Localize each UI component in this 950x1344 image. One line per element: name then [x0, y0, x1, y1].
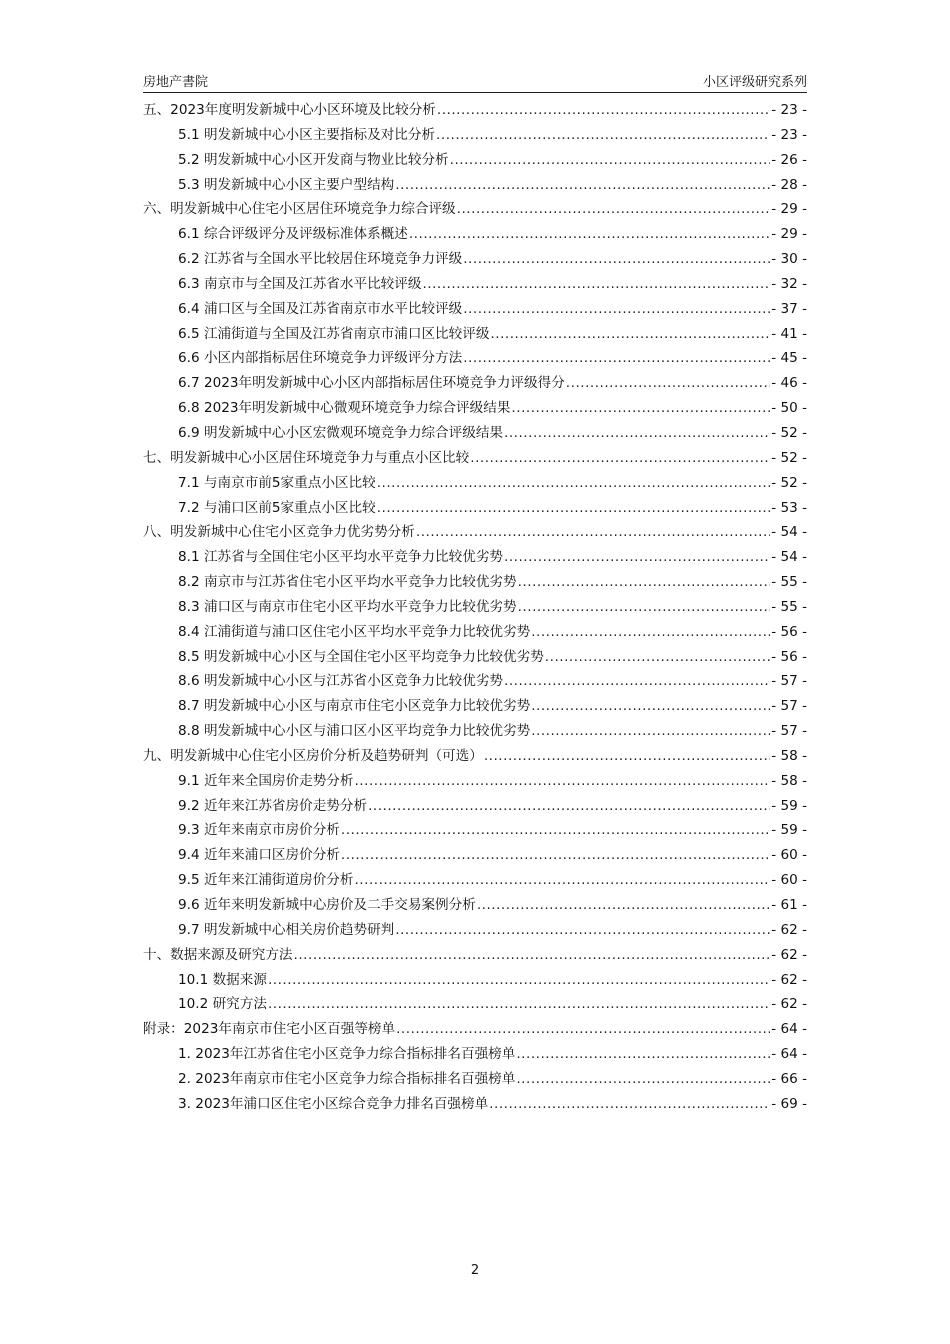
toc-dot-leader — [531, 698, 770, 714]
toc-entry[interactable] — [143, 148, 807, 173]
toc-entry[interactable] — [143, 545, 807, 570]
toc-entry[interactable] — [143, 520, 807, 545]
toc-entry[interactable] — [143, 794, 807, 819]
toc-entry-page: - 69 - — [771, 1095, 807, 1112]
toc-entry[interactable] — [143, 893, 807, 918]
toc-entry-title: 6.1 综合评级评分及评级标准体系概述 — [178, 226, 408, 243]
header-right-title: 小区评级研究系列 — [702, 75, 807, 90]
toc-entry-page: - 46 - — [771, 375, 807, 392]
toc-dot-leader — [368, 798, 770, 814]
toc-entry[interactable] — [143, 471, 807, 496]
toc-dot-leader — [268, 996, 770, 1012]
toc-entry-title: 6.4 浦口区与全国及江苏省南京市水平比较评级 — [178, 300, 463, 317]
toc-dot-leader — [504, 425, 770, 441]
toc-dot-leader — [531, 723, 770, 739]
toc-entry-title: 5.2 明发新城中心小区开发商与物业比较分析 — [178, 151, 449, 168]
toc-entry[interactable] — [143, 868, 807, 893]
toc-entry-page: - 57 - — [771, 723, 807, 740]
toc-entry-title: 十、数据来源及研究方法 — [143, 946, 293, 963]
toc-dot-leader — [490, 326, 770, 342]
toc-entry-page: - 58 - — [771, 747, 807, 764]
toc-entry-page: - 66 - — [771, 1070, 807, 1087]
toc-dot-leader — [545, 649, 770, 665]
toc-dot-leader — [516, 1071, 770, 1087]
toc-entry-title: 10.2 研究方法 — [178, 996, 267, 1013]
toc-entry[interactable] — [143, 769, 807, 794]
toc-entry[interactable] — [143, 1092, 807, 1117]
toc-entry[interactable] — [143, 297, 807, 322]
toc-entry-page: - 32 - — [771, 275, 807, 292]
toc-entry[interactable] — [143, 645, 807, 670]
toc-entry-title: 1. 2023年江苏省住宅小区竞争力综合指标排名百强榜单 — [178, 1046, 516, 1063]
toc-entry-title: 9.3 近年来南京市房价分析 — [178, 822, 340, 839]
toc-entry[interactable] — [143, 123, 807, 148]
toc-dot-leader — [377, 500, 771, 516]
toc-dot-leader — [377, 475, 771, 491]
toc-entry[interactable] — [143, 744, 807, 769]
toc-dot-leader — [354, 872, 770, 888]
toc-entry-page: - 62 - — [771, 996, 807, 1013]
table-of-contents — [143, 98, 807, 1117]
toc-entry[interactable] — [143, 496, 807, 521]
toc-entry-page: - 58 - — [771, 772, 807, 789]
toc-entry-title: 8.2 南京市与江苏省住宅小区平均水平竞争力比较优劣势 — [178, 574, 517, 591]
toc-entry-title: 九、明发新城中心住宅小区房价分析及趋势研判（可选） — [143, 747, 483, 764]
toc-entry[interactable] — [143, 371, 807, 396]
toc-entry[interactable] — [143, 669, 807, 694]
toc-entry-page: - 60 - — [771, 872, 807, 889]
toc-entry-page: - 55 - — [771, 574, 807, 591]
toc-dot-leader — [416, 524, 770, 540]
toc-dot-leader — [341, 847, 770, 863]
toc-entry[interactable] — [143, 346, 807, 371]
toc-entry-page: - 64 - — [771, 1021, 807, 1038]
toc-dot-leader — [409, 226, 770, 242]
toc-entry-page: - 59 - — [771, 797, 807, 814]
toc-entry[interactable] — [143, 197, 807, 222]
toc-entry-title: 3. 2023年浦口区住宅小区综合竞争力排名百强榜单 — [178, 1095, 489, 1112]
toc-entry-page: - 29 - — [771, 226, 807, 243]
toc-entry[interactable] — [143, 1017, 807, 1042]
toc-entry-title: 6.2 江苏省与全国水平比较居住环境竞争力评级 — [178, 251, 463, 268]
toc-dot-leader — [395, 922, 770, 938]
toc-entry-title: 8.3 浦口区与南京市住宅小区平均水平竞争力比较优劣势 — [178, 598, 517, 615]
toc-entry-page: - 56 - — [771, 623, 807, 640]
toc-dot-leader — [396, 1021, 770, 1037]
toc-dot-leader — [463, 251, 770, 267]
toc-entry[interactable] — [143, 818, 807, 843]
toc-dot-leader — [531, 624, 770, 640]
toc-dot-leader — [484, 748, 770, 764]
toc-dot-leader — [504, 673, 770, 689]
toc-entry-page: - 45 - — [771, 350, 807, 367]
toc-dot-leader — [294, 947, 771, 963]
toc-entry[interactable] — [143, 570, 807, 595]
toc-entry[interactable] — [143, 322, 807, 347]
toc-entry[interactable] — [143, 396, 807, 421]
toc-entry-title: 8.1 江苏省与全国住宅小区平均水平竞争力比较优劣势 — [178, 549, 504, 566]
toc-entry-title: 7.2 与浦口区前5家重点小区比较 — [178, 499, 376, 516]
toc-entry-title: 8.7 明发新城中心小区与南京市住宅小区竞争力比较优劣势 — [178, 698, 531, 715]
toc-entry-title: 八、明发新城中心住宅小区竞争力优劣势分析 — [143, 524, 415, 541]
toc-entry[interactable] — [143, 694, 807, 719]
toc-dot-leader — [354, 773, 770, 789]
toc-entry-title: 8.6 明发新城中心小区与江苏省小区竞争力比较优劣势 — [178, 673, 504, 690]
toc-entry-title: 6.3 南京市与全国及江苏省水平比较评级 — [178, 275, 422, 292]
toc-dot-leader — [470, 450, 770, 466]
toc-dot-leader — [463, 301, 770, 317]
toc-entry-page: - 59 - — [771, 822, 807, 839]
toc-entry-page: - 57 - — [771, 698, 807, 715]
toc-entry[interactable] — [143, 843, 807, 868]
toc-entry-title: 9.7 明发新城中心相关房价趋势研判 — [178, 921, 395, 938]
toc-entry-title: 6.6 小区内部指标居住环境竞争力评级评分方法 — [178, 350, 463, 367]
toc-entry-title: 9.2 近年来江苏省房价走势分析 — [178, 797, 368, 814]
toc-entry[interactable] — [143, 173, 807, 198]
toc-dot-leader — [436, 127, 770, 143]
toc-dot-leader — [511, 400, 770, 416]
toc-entry-page: - 56 - — [771, 648, 807, 665]
toc-entry[interactable] — [143, 272, 807, 297]
toc-entry-page: - 23 - — [771, 126, 807, 143]
toc-entry[interactable] — [143, 1042, 807, 1067]
toc-dot-leader — [477, 897, 770, 913]
toc-entry-title: 五、2023年度明发新城中心小区环境及比较分析 — [143, 102, 436, 118]
toc-entry-page: - 23 - — [771, 102, 807, 118]
toc-entry-title: 七、明发新城中心小区居住环境竞争力与重点小区比较 — [143, 449, 470, 466]
toc-entry-page: - 62 - — [771, 946, 807, 963]
toc-dot-leader — [450, 152, 771, 168]
toc-entry-page: - 62 - — [771, 971, 807, 988]
toc-entry-title: 10.1 数据来源 — [178, 971, 267, 988]
toc-entry-title: 6.8 2023年明发新城中心微观环境竞争力综合评级结果 — [178, 400, 511, 417]
toc-dot-leader — [422, 276, 770, 292]
toc-entry[interactable] — [143, 1067, 807, 1092]
toc-entry-page: - 55 - — [771, 598, 807, 615]
toc-entry-page: - 64 - — [771, 1046, 807, 1063]
toc-entry-title: 8.5 明发新城中心小区与全国住宅小区平均竞争力比较优劣势 — [178, 648, 544, 665]
toc-entry-page: - 30 - — [771, 251, 807, 268]
toc-entry-title: 9.1 近年来全国房价走势分析 — [178, 772, 354, 789]
toc-dot-leader — [566, 375, 770, 391]
toc-dot-leader — [518, 574, 771, 590]
toc-entry[interactable] — [143, 719, 807, 744]
toc-entry-title: 6.7 2023年明发新城中心小区内部指标居住环境竞争力评级得分 — [178, 375, 565, 392]
toc-entry-page: - 41 - — [771, 325, 807, 342]
toc-entry-page: - 52 - — [771, 424, 807, 441]
toc-entry-title: 6.5 江浦街道与全国及江苏省南京市浦口区比较评级 — [178, 325, 490, 342]
toc-entry-title: 9.6 近年来明发新城中心房价及二手交易案例分析 — [178, 897, 476, 913]
toc-entry-page: - 53 - — [771, 499, 807, 516]
toc-entry[interactable] — [143, 222, 807, 247]
page-number: 2 — [470, 1263, 480, 1278]
toc-entry-title: 8.8 明发新城中心小区与浦口区小区平均竞争力比较优劣势 — [178, 723, 531, 740]
toc-entry-page: - 61 - — [771, 897, 807, 913]
toc-entry[interactable] — [143, 943, 807, 968]
toc-dot-leader — [504, 549, 770, 565]
page-header — [143, 68, 807, 93]
toc-entry-page: - 29 - — [771, 201, 807, 218]
header-left-title: 房地产書院 — [143, 75, 209, 90]
toc-entry[interactable] — [143, 595, 807, 620]
toc-dot-leader — [518, 599, 771, 615]
toc-dot-leader — [489, 1096, 770, 1112]
toc-entry-title: 9.4 近年来浦口区房价分析 — [178, 847, 340, 864]
toc-dot-leader — [395, 177, 770, 193]
toc-entry-title: 9.5 近年来江浦街道房价分析 — [178, 872, 354, 889]
toc-dot-leader — [437, 102, 770, 118]
toc-entry[interactable] — [143, 446, 807, 471]
toc-entry-title: 2. 2023年南京市住宅小区竞争力综合指标排名百强榜单 — [178, 1070, 516, 1087]
toc-entry[interactable] — [143, 421, 807, 446]
toc-entry-page: - 52 - — [771, 474, 807, 491]
toc-dot-leader — [457, 201, 771, 217]
toc-entry-page: - 50 - — [771, 400, 807, 417]
toc-dot-leader — [341, 822, 770, 838]
toc-entry-title: 8.4 江浦街道与浦口区住宅小区平均水平竞争力比较优劣势 — [178, 623, 531, 640]
toc-entry[interactable] — [143, 620, 807, 645]
toc-entry-title: 7.1 与南京市前5家重点小区比较 — [178, 474, 376, 491]
toc-entry-page: - 54 - — [771, 549, 807, 566]
toc-dot-leader — [268, 972, 770, 988]
toc-entry-page: - 28 - — [771, 176, 807, 193]
toc-entry-title: 附录：2023年南京市住宅小区百强等榜单 — [143, 1021, 396, 1038]
toc-entry[interactable] — [143, 992, 807, 1017]
toc-entry[interactable] — [143, 968, 807, 993]
toc-entry-page: - 52 - — [771, 449, 807, 466]
toc-entry-page: - 57 - — [771, 673, 807, 690]
toc-entry-title: 6.9 明发新城中心小区宏微观环境竞争力综合评级结果 — [178, 424, 504, 441]
toc-entry-page: - 37 - — [771, 300, 807, 317]
toc-entry[interactable] — [143, 247, 807, 272]
toc-dot-leader — [463, 350, 770, 366]
toc-entry[interactable] — [143, 98, 807, 123]
toc-entry[interactable] — [143, 918, 807, 943]
toc-entry-title: 六、明发新城中心住宅小区居住环境竞争力综合评级 — [143, 201, 456, 218]
toc-entry-page: - 62 - — [771, 921, 807, 938]
toc-entry-title: 5.1 明发新城中心小区主要指标及对比分析 — [178, 126, 436, 143]
toc-entry-page: - 26 - — [771, 151, 807, 168]
toc-entry-title: 5.3 明发新城中心小区主要户型结构 — [178, 176, 395, 193]
toc-dot-leader — [516, 1046, 770, 1062]
toc-entry-page: - 54 - — [771, 524, 807, 541]
toc-entry-page: - 60 - — [771, 847, 807, 864]
